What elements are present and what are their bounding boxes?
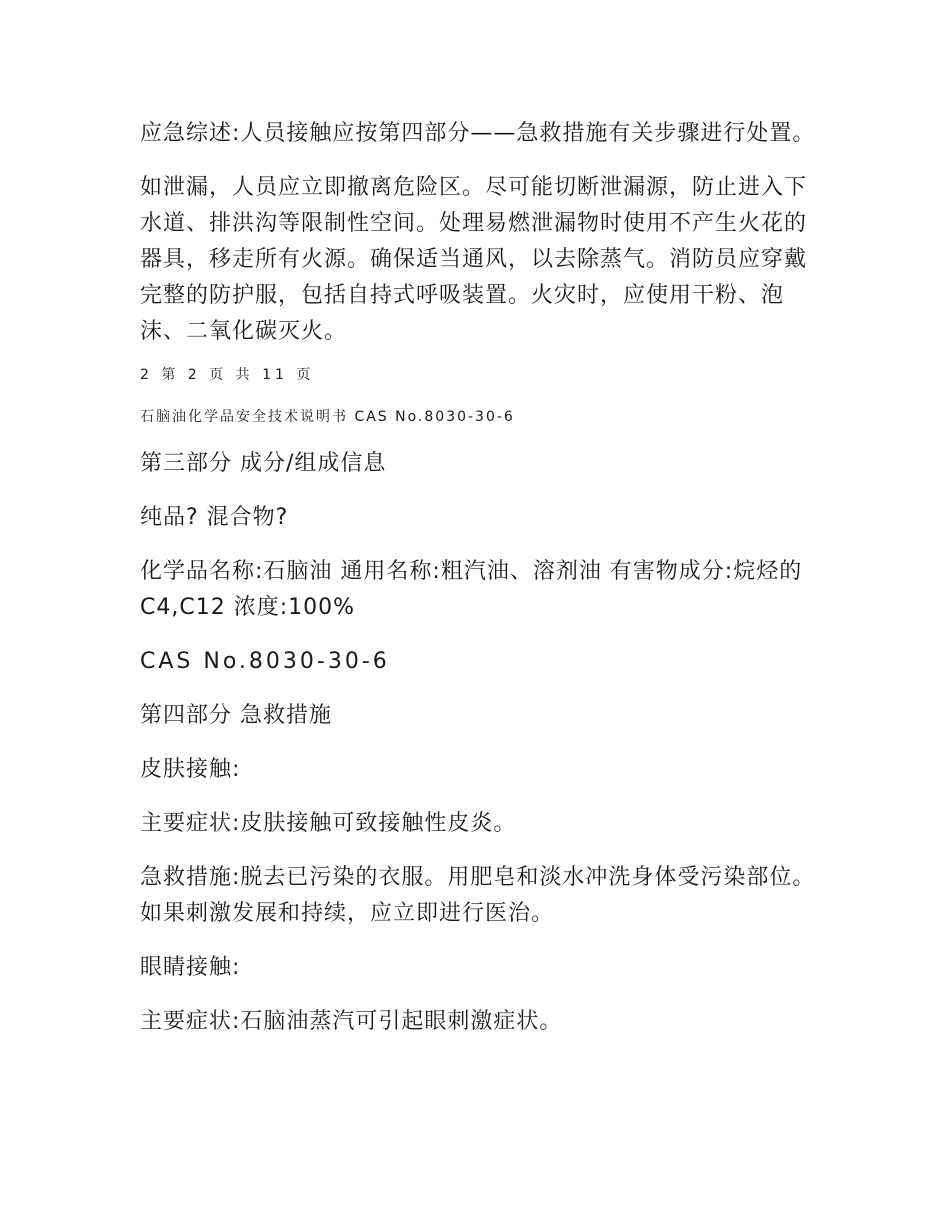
leak-fire-response-paragraph: 如泄漏，人员应立即撤离危险区。尽可能切断泄漏源，防止进入下水道、排洪沟等限制性空间。处理易燃泄漏物时使用不产生火花的器具，移走所有火源。确保适当通风，以去除蒸气。消防员应穿戴完整的防护服，包括自持式呼吸装置。火灾时，应使用干粉、泡沫、二氧化碳灭火。 bbox=[140, 175, 808, 344]
document-body bbox=[140, 116, 820, 1058]
section4-title: 第四部分 急救措施 bbox=[140, 703, 332, 728]
page-footer: 2 第 2 页 共 11 页 bbox=[140, 367, 315, 383]
pure-or-mixture: 纯品? 混合物? bbox=[140, 505, 289, 530]
skin-contact-heading: 皮肤接触: bbox=[140, 757, 241, 782]
section3-title: 第三部分 成分/组成信息 bbox=[140, 451, 387, 476]
running-header: 石脑油化学品安全技术说明书 CAS No.8030-30-6 bbox=[140, 409, 515, 425]
eye-symptoms: 主要症状:石脑油蒸汽可引起眼刺激症状。 bbox=[140, 1009, 563, 1034]
emergency-overview-paragraph: 应急综述:人员接触应按第四部分——急救措施有关步骤进行处置。 bbox=[140, 121, 816, 146]
eye-contact-heading: 眼睛接触: bbox=[140, 955, 241, 980]
skin-symptoms: 主要症状:皮肤接触可致接触性皮炎。 bbox=[140, 811, 517, 836]
skin-first-aid-paragraph: 急救措施:脱去已污染的衣服。用肥皂和淡水冲洗身体受污染部位。如果刺激发展和持续，应立即进行医治。 bbox=[140, 865, 816, 926]
chemical-info-paragraph: 化学品名称:石脑油 通用名称:粗汽油、溶剂油 有害物成分:烷烃的 C4,C12 浓度:100% bbox=[140, 559, 811, 620]
cas-number: CAS No.8030-30-6 bbox=[140, 649, 390, 674]
